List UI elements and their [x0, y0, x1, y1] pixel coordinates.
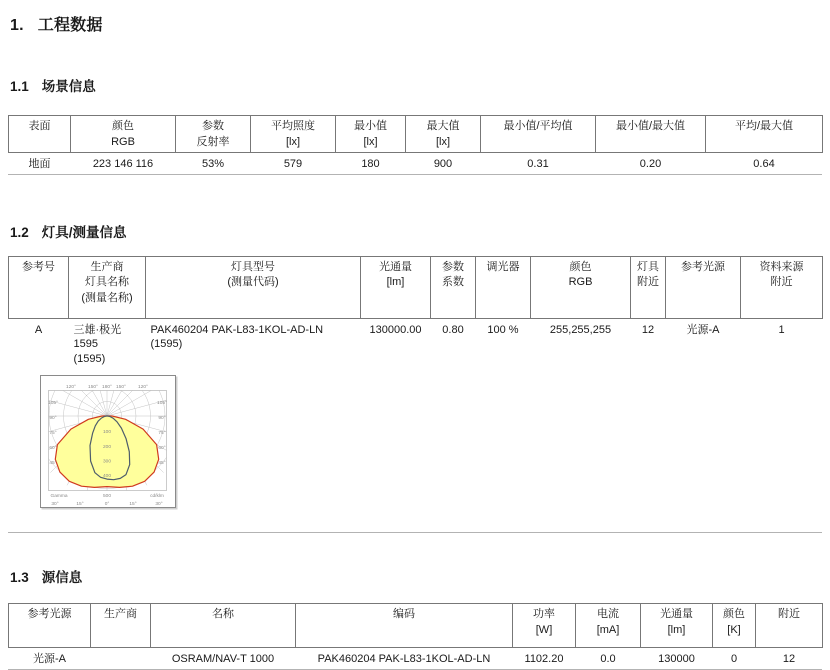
ring-label: 300	[102, 459, 112, 465]
angle-label: 150°	[88, 385, 98, 390]
col-avg-max: 平均/最大值	[706, 116, 823, 153]
angle-label: 15°	[129, 502, 137, 507]
angle-label: 60°	[158, 446, 166, 451]
angle-label: 0°	[104, 502, 110, 507]
col-model: 灯具型号 (测量代码)	[146, 256, 361, 318]
col-color-rgb: 颜色 RGB	[71, 116, 176, 153]
cell-min-max: 0.20	[639, 158, 662, 170]
angle-label: 120°	[66, 385, 76, 390]
gamma-label: Gamma	[50, 494, 68, 499]
cell-flux: 130000	[658, 653, 695, 665]
cell-ref: A	[34, 323, 43, 336]
col-manufacturer: 生产商 灯具名称 (测量名称)	[69, 256, 146, 318]
cell-min-lx: 180	[361, 158, 380, 170]
cell-rgb: 255,255,255	[549, 323, 612, 336]
angle-label: 30°	[51, 502, 59, 507]
ring-label: 200	[102, 445, 112, 450]
cell-flux: 130000.00	[369, 323, 422, 336]
source-table	[8, 603, 823, 669]
col-avg-illuminance: 平均照度 [lx]	[251, 116, 336, 153]
cell-avg-lx: 579	[283, 158, 303, 170]
angle-label: 60°	[49, 446, 57, 451]
cell-count: 12	[782, 653, 796, 665]
angle-label: 150°	[116, 385, 126, 390]
cell-fixture-count: 12	[641, 323, 655, 336]
cell-manufacturer: 三雄·极光 1595 (1595)	[73, 323, 122, 365]
cell-ref-source: 光源-A	[33, 653, 66, 665]
angle-label: 45°	[49, 461, 57, 466]
ring-label-bottom: 500	[102, 494, 112, 499]
col-power: 功率 [W]	[513, 604, 576, 648]
luminaire-table	[8, 256, 823, 369]
unit-label: cd/klm	[150, 494, 164, 499]
cell-ref-source: 光源-A	[686, 323, 720, 336]
col-name: 名称	[151, 604, 296, 648]
angle-label: 105°	[48, 401, 58, 406]
col-code: 编码	[296, 604, 513, 648]
polar-diagram	[40, 375, 176, 508]
col-dimmer: 调光器	[476, 256, 531, 318]
col-fixture-count: 灯具 附近	[631, 256, 666, 318]
col-min: 最小值 [lx]	[336, 116, 406, 153]
section-title-source: 1.3 源信息	[10, 570, 83, 585]
luminaire-section-bottom-rule	[8, 532, 822, 533]
page-title-text: 工程数据	[37, 17, 103, 34]
cell-max-lx: 900	[433, 158, 453, 170]
cell-rgb: 223 146 116	[92, 158, 154, 170]
col-manufacturer: 生产商	[91, 604, 151, 648]
cell-reflectance: 53%	[201, 158, 225, 170]
col-current: 电流 [mA]	[576, 604, 641, 648]
col-ref-source: 参考光源	[666, 256, 741, 318]
col-flux: 光通量 [lm]	[641, 604, 713, 648]
scene-table-row	[9, 153, 823, 174]
col-reflectance: 参数 反射率	[176, 116, 251, 153]
cell-model: PAK460204 PAK-L83-1KOL-AD-LN (1595)	[150, 323, 324, 350]
col-ref-no: 参考号	[9, 256, 69, 318]
cell-name: OSRAM/NAV-T 1000	[171, 653, 275, 665]
col-color-rgb: 颜色 RGB	[531, 256, 631, 318]
ring-label: 400	[102, 474, 112, 479]
cell-power: 1102.20	[524, 653, 564, 665]
scene-table-bottom-rule	[8, 174, 822, 175]
col-max: 最大值 [lx]	[406, 116, 481, 153]
cell-code: PAK460204 PAK-L83-1KOL-AD-LN	[317, 653, 491, 665]
angle-label: 45°	[158, 461, 166, 466]
cell-surface: 地面	[28, 158, 51, 170]
angle-label: 120°	[138, 385, 148, 390]
scene-table-header-row	[9, 116, 823, 153]
col-data-source: 资料来源 附近	[741, 256, 823, 318]
luminaire-table-header-row	[9, 256, 823, 318]
section-title-scene: 1.1 场景信息	[10, 79, 96, 94]
cell-source-count: 1	[778, 323, 785, 336]
ring-label: 100	[102, 430, 112, 435]
col-min-max: 最小值/最大值	[596, 116, 706, 153]
source-table-header-row	[9, 604, 823, 648]
col-factor: 参数 系数	[431, 256, 476, 318]
cell-dimmer: 100 %	[487, 323, 519, 336]
col-flux: 光通量 [lm]	[361, 256, 431, 318]
angle-label: 15°	[76, 502, 84, 507]
cell-current: 0.0	[600, 653, 616, 665]
cell-avg-max: 0.64	[753, 158, 775, 170]
section-title-luminaire: 1.2 灯具/测量信息	[10, 224, 127, 240]
angle-label: 75°	[158, 431, 166, 436]
page-title-number: 1.	[10, 17, 24, 34]
cell-min-avg: 0.31	[527, 158, 549, 170]
angle-label: 105°	[157, 401, 167, 406]
col-surface: 表面	[9, 116, 71, 153]
cell-factor: 0.80	[442, 323, 464, 336]
angle-label: 30°	[155, 502, 163, 507]
angle-label: 180°	[102, 385, 112, 390]
col-count: 附近	[756, 604, 823, 648]
col-color-k: 颜色 [K]	[713, 604, 756, 648]
col-ref-source: 参考光源	[9, 604, 91, 648]
angle-label: 90°	[49, 416, 57, 421]
cell-manufacturer	[91, 648, 151, 669]
scene-table	[8, 115, 823, 174]
luminaire-table-row	[9, 318, 823, 368]
polar-diagram-svg	[41, 376, 175, 507]
source-table-bottom-rule	[8, 669, 822, 670]
source-table-row	[9, 648, 823, 669]
angle-label: 90°	[158, 416, 166, 421]
cell-color-k: 0	[730, 653, 738, 665]
angle-label: 75°	[49, 431, 57, 436]
page-title	[10, 12, 822, 35]
col-min-avg: 最小值/平均值	[481, 116, 596, 153]
